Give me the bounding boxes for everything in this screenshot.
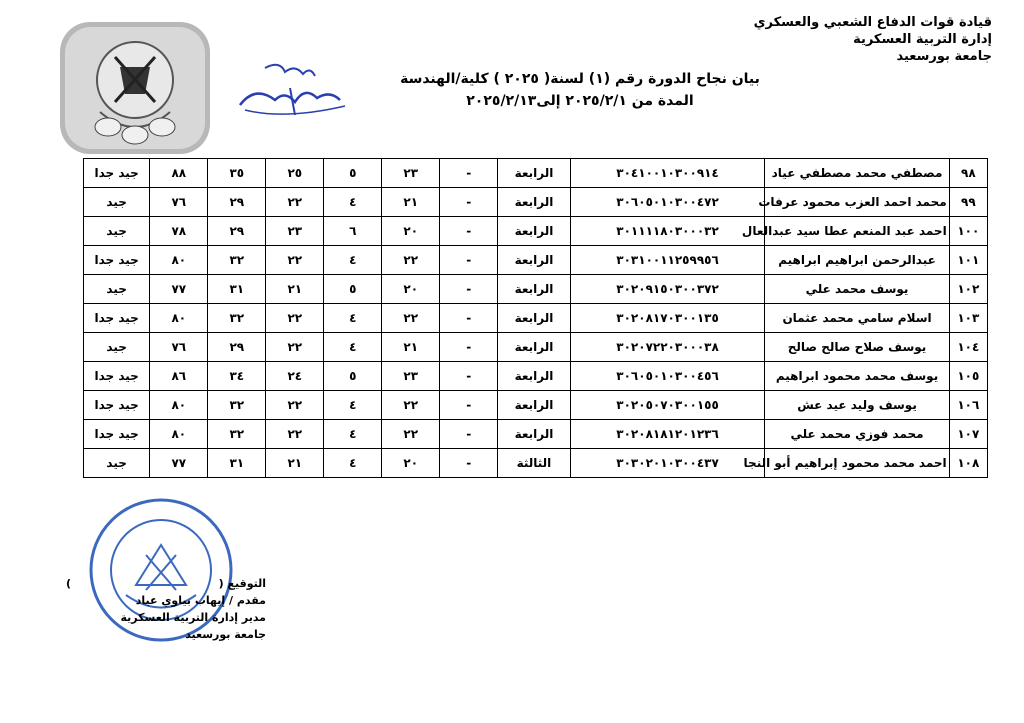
score-4-cell: ٢٩ (208, 333, 266, 362)
student-name-cell: يوسف وليد عيد عش (765, 391, 949, 420)
signatory-name: مقدم / إيهاب بياوي عياد (135, 594, 266, 607)
level-cell: الرابعة (498, 188, 570, 217)
row-number-cell: ١٠٠ (949, 217, 987, 246)
table-row (84, 420, 988, 449)
emblem-logo-icon (60, 22, 210, 154)
row-number-cell: ١٠٧ (949, 420, 987, 449)
grade-cell: جيد جدا (84, 159, 150, 188)
score-3-cell: ٢٢ (266, 246, 324, 275)
grade-cell: جيد (84, 188, 150, 217)
document-title (390, 68, 770, 112)
results-table (83, 158, 988, 478)
score-1-cell: ٢٣ (382, 362, 440, 391)
student-name-cell: اسلام سامي محمد عثمان (765, 304, 949, 333)
score-4-cell: ٢٩ (208, 217, 266, 246)
score-1-cell: ٢١ (382, 333, 440, 362)
row-number-cell: ١٠٦ (949, 391, 987, 420)
row-number-cell: ٩٨ (949, 159, 987, 188)
level-cell: الرابعة (498, 362, 570, 391)
student-name-cell: احمد محمد محمود إبراهيم أبو النجا (765, 449, 949, 478)
national-id-cell: ٣٠٢٠٨١٧٠٣٠٠١٣٥ (570, 304, 765, 333)
score-2-cell: ٥ (324, 275, 382, 304)
signature-close: ) (66, 577, 72, 590)
table-row (84, 246, 988, 275)
national-id-cell: ٣٠١١١١٨٠٣٠٠٠٣٢ (570, 217, 765, 246)
level-cell: الرابعة (498, 304, 570, 333)
total-score-cell: ٧٨ (150, 217, 208, 246)
score-1-cell: ٢٠ (382, 217, 440, 246)
total-score-cell: ٧٦ (150, 333, 208, 362)
signature-block (66, 575, 266, 643)
empty-cell: - (440, 449, 498, 478)
title-line-2: المدة من ٢٠٢٥/٢/١ إلى٢٠٢٥/٢/١٣ (466, 93, 694, 109)
organization-header (732, 14, 992, 65)
handwritten-signature-icon (225, 60, 365, 130)
table-row (84, 159, 988, 188)
empty-cell: - (440, 420, 498, 449)
signature-label-line (66, 575, 266, 592)
signature-label: التوقيع ( (218, 577, 266, 590)
total-score-cell: ٨٠ (150, 391, 208, 420)
total-score-cell: ٨٦ (150, 362, 208, 391)
score-1-cell: ٢٢ (382, 304, 440, 333)
student-name-cell: يوسف محمد علي (765, 275, 949, 304)
student-name-cell: عبدالرحمن ابراهيم ابراهيم (765, 246, 949, 275)
table-row (84, 362, 988, 391)
score-1-cell: ٢١ (382, 188, 440, 217)
score-2-cell: ٤ (324, 449, 382, 478)
student-name-cell: محمد احمد العزب محمود عرفات (765, 188, 949, 217)
student-name-cell: يوسف محمد محمود ابراهيم (765, 362, 949, 391)
signatory-university: جامعة بورسعيد (185, 628, 266, 641)
score-2-cell: ٦ (324, 217, 382, 246)
results-table-body (84, 159, 988, 478)
row-number-cell: ٩٩ (949, 188, 987, 217)
score-4-cell: ٣٢ (208, 391, 266, 420)
row-number-cell: ١٠٣ (949, 304, 987, 333)
empty-cell: - (440, 188, 498, 217)
empty-cell: - (440, 362, 498, 391)
score-4-cell: ٢٩ (208, 188, 266, 217)
score-1-cell: ٢٢ (382, 246, 440, 275)
empty-cell: - (440, 333, 498, 362)
score-1-cell: ٢٢ (382, 420, 440, 449)
row-number-cell: ١٠٨ (949, 449, 987, 478)
empty-cell: - (440, 391, 498, 420)
table-row (84, 304, 988, 333)
total-score-cell: ٨٠ (150, 246, 208, 275)
score-1-cell: ٢٣ (382, 159, 440, 188)
total-score-cell: ٨٠ (150, 420, 208, 449)
score-3-cell: ٢٢ (266, 333, 324, 362)
score-4-cell: ٣٥ (208, 159, 266, 188)
score-3-cell: ٢١ (266, 275, 324, 304)
score-4-cell: ٣٢ (208, 304, 266, 333)
grade-cell: جيد (84, 275, 150, 304)
empty-cell: - (440, 275, 498, 304)
level-cell: الرابعة (498, 217, 570, 246)
score-3-cell: ٢٢ (266, 391, 324, 420)
score-4-cell: ٣٢ (208, 420, 266, 449)
empty-cell: - (440, 217, 498, 246)
empty-cell: - (440, 159, 498, 188)
national-id-cell: ٣٠٤١٠٠١٠٣٠٠٩١٤ (570, 159, 765, 188)
row-number-cell: ١٠٢ (949, 275, 987, 304)
grade-cell: جيد جدا (84, 246, 150, 275)
score-4-cell: ٣١ (208, 275, 266, 304)
score-3-cell: ٢٢ (266, 188, 324, 217)
table-row (84, 188, 988, 217)
grade-cell: جيد (84, 449, 150, 478)
row-number-cell: ١٠٥ (949, 362, 987, 391)
level-cell: الرابعة (498, 420, 570, 449)
title-line-1: بيان نجاح الدورة رقم (١) لسنة( ٢٠٢٥ ) كلية/الهندسة (400, 71, 760, 87)
national-id-cell: ٣٠٢٠٥٠٧٠٣٠٠١٥٥ (570, 391, 765, 420)
total-score-cell: ٧٧ (150, 449, 208, 478)
national-id-cell: ٣٠٢٠٨١٨١٢٠١٢٣٦ (570, 420, 765, 449)
national-id-cell: ٣٠٦٠٥٠١٠٣٠٠٤٥٦ (570, 362, 765, 391)
total-score-cell: ٨٠ (150, 304, 208, 333)
signatory-role: مدير إدارة التربية العسكرية (120, 611, 266, 624)
level-cell: الرابعة (498, 246, 570, 275)
score-3-cell: ٢٤ (266, 362, 324, 391)
row-number-cell: ١٠١ (949, 246, 987, 275)
score-2-cell: ٤ (324, 333, 382, 362)
student-name-cell: مصطفي محمد مصطفي عياد (765, 159, 949, 188)
score-3-cell: ٢٥ (266, 159, 324, 188)
student-name-cell: احمد عبد المنعم عطا سيد عبدالعال (765, 217, 949, 246)
national-id-cell: ٣٠٢٠٩١٥٠٣٠٠٣٧٢ (570, 275, 765, 304)
score-2-cell: ٤ (324, 246, 382, 275)
score-1-cell: ٢٠ (382, 275, 440, 304)
score-2-cell: ٤ (324, 304, 382, 333)
org-line-3: جامعة بورسعيد (896, 49, 992, 64)
table-row (84, 333, 988, 362)
total-score-cell: ٨٨ (150, 159, 208, 188)
score-4-cell: ٣٤ (208, 362, 266, 391)
total-score-cell: ٧٧ (150, 275, 208, 304)
level-cell: الثالثة (498, 449, 570, 478)
grade-cell: جيد (84, 217, 150, 246)
grade-cell: جيد جدا (84, 391, 150, 420)
level-cell: الرابعة (498, 391, 570, 420)
table-row (84, 391, 988, 420)
total-score-cell: ٧٦ (150, 188, 208, 217)
level-cell: الرابعة (498, 275, 570, 304)
score-3-cell: ٢٢ (266, 304, 324, 333)
national-id-cell: ٣٠٦٠٥٠١٠٣٠٠٤٧٢ (570, 188, 765, 217)
score-2-cell: ٥ (324, 159, 382, 188)
table-row (84, 449, 988, 478)
score-3-cell: ٢٢ (266, 420, 324, 449)
grade-cell: جيد جدا (84, 304, 150, 333)
score-4-cell: ٣٢ (208, 246, 266, 275)
score-2-cell: ٥ (324, 362, 382, 391)
score-3-cell: ٢٣ (266, 217, 324, 246)
national-id-cell: ٣٠٢٠٧٢٢٠٣٠٠٠٣٨ (570, 333, 765, 362)
table-row (84, 275, 988, 304)
row-number-cell: ١٠٤ (949, 333, 987, 362)
score-1-cell: ٢٠ (382, 449, 440, 478)
score-2-cell: ٤ (324, 188, 382, 217)
student-name-cell: محمد فوزي محمد علي (765, 420, 949, 449)
national-id-cell: ٣٠٣١٠٠١١٢٥٩٩٥٦ (570, 246, 765, 275)
score-2-cell: ٤ (324, 420, 382, 449)
org-line-1: قيادة قوات الدفاع الشعبي والعسكري (753, 15, 992, 30)
score-2-cell: ٤ (324, 391, 382, 420)
student-name-cell: يوسف صلاح صالح صالح (765, 333, 949, 362)
org-line-2: إدارة التربية العسكرية (853, 32, 992, 47)
table-row (84, 217, 988, 246)
score-3-cell: ٢١ (266, 449, 324, 478)
level-cell: الرابعة (498, 333, 570, 362)
empty-cell: - (440, 246, 498, 275)
grade-cell: جيد جدا (84, 362, 150, 391)
grade-cell: جيد جدا (84, 420, 150, 449)
empty-cell: - (440, 304, 498, 333)
national-id-cell: ٣٠٣٠٢٠١٠٣٠٠٤٣٧ (570, 449, 765, 478)
level-cell: الرابعة (498, 159, 570, 188)
score-1-cell: ٢٢ (382, 391, 440, 420)
grade-cell: جيد (84, 333, 150, 362)
score-4-cell: ٣١ (208, 449, 266, 478)
